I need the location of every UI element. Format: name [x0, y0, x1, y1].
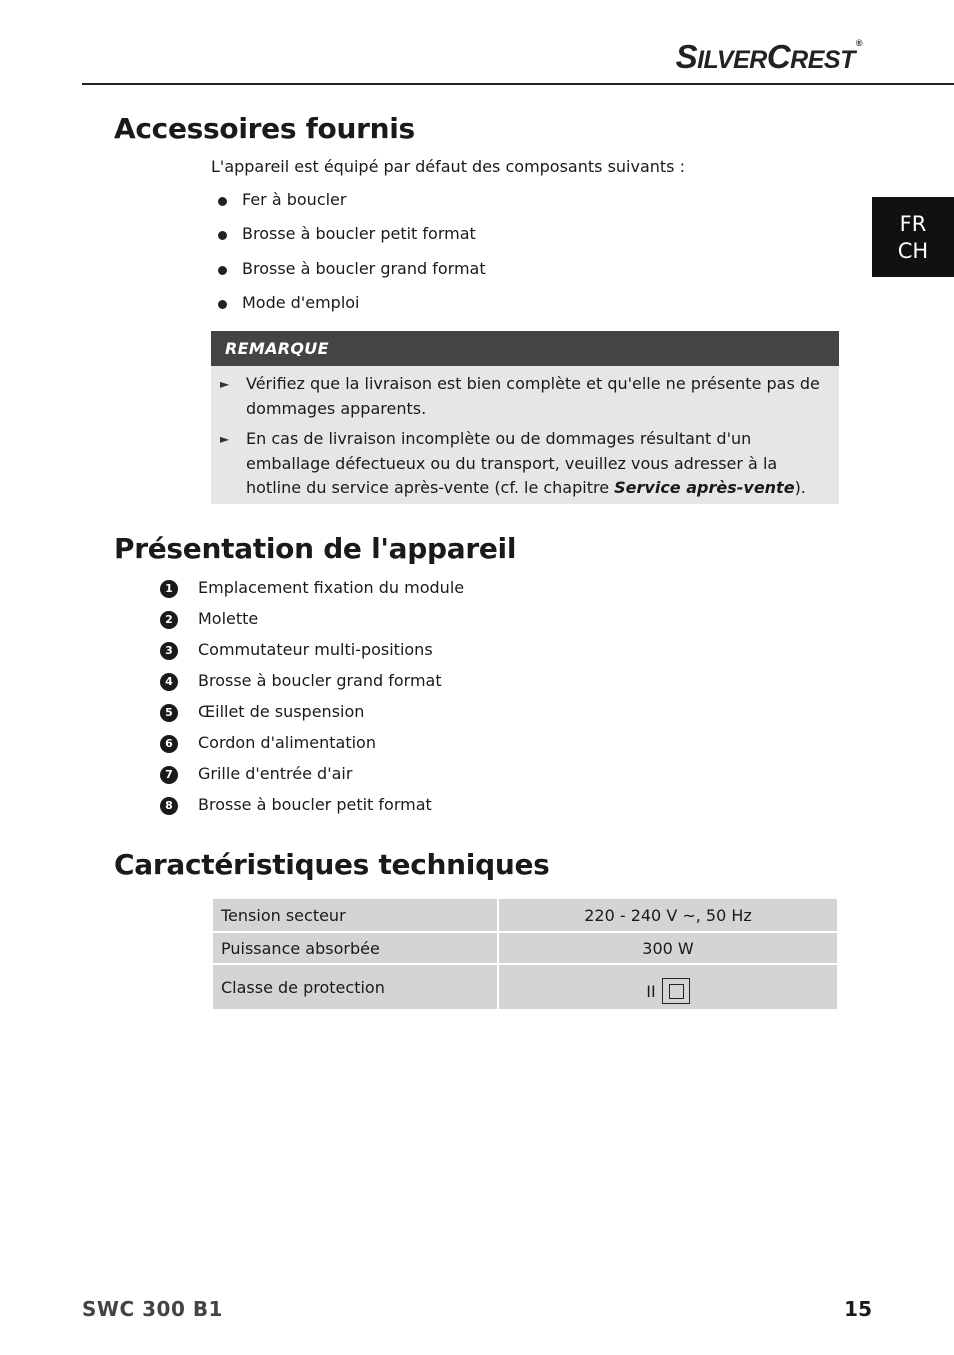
list-item: 6 Cordon d'alimentation	[160, 733, 464, 764]
number-badge: 3	[160, 642, 178, 660]
bullet-icon	[218, 231, 227, 240]
number-badge: 2	[160, 611, 178, 629]
list-item: Brosse à boucler grand format	[218, 259, 486, 293]
list-item: 5 Œillet de suspension	[160, 702, 464, 733]
class-ii-double-square-icon	[662, 978, 690, 1004]
chapter-reference: Service après-vente	[614, 478, 795, 497]
arrow-right-icon: ►	[220, 377, 230, 391]
number-badge: 8	[160, 797, 178, 815]
table-cell-label: Tension secteur	[213, 899, 497, 931]
number-badge: 6	[160, 735, 178, 753]
table-row	[213, 965, 837, 1009]
presentation-title: Présentation de l'appareil	[114, 532, 517, 565]
language-ch: CH	[897, 239, 929, 263]
specs-title: Caractéristiques techniques	[114, 848, 550, 881]
list-item: 3 Commutateur multi-positions	[160, 640, 464, 671]
specs-table	[211, 897, 839, 1011]
list-item: 8 Brosse à boucler petit format	[160, 795, 464, 826]
header-rule	[82, 83, 954, 85]
table-row	[213, 899, 837, 931]
bullet-icon	[218, 197, 227, 206]
list-item: Mode d'emploi	[218, 293, 486, 327]
brand-logo: SILVERCREST®	[675, 38, 862, 75]
parts-list	[160, 578, 464, 826]
note-heading: REMARQUE	[211, 331, 839, 366]
arrow-right-icon: ►	[220, 432, 230, 446]
accessories-list	[218, 190, 486, 327]
language-tab	[872, 197, 954, 277]
table-cell-value	[499, 965, 837, 1009]
table-cell-value: 220 - 240 V ~, 50 Hz	[499, 899, 837, 931]
table-row	[213, 933, 837, 963]
list-item: 4 Brosse à boucler grand format	[160, 671, 464, 702]
note-box: REMARQUE ► Vérifiez que la livraison est bien complète et qu'elle ne présente pas de dommages apparents. ► En cas de livraison incomplète ou de dommages résultant d'un emballage défectueux ou du transport, veuillez vous adresser à la hotline du service après-vente (cf. le chapitre Service après-vente).	[211, 331, 839, 504]
list-item: Fer à boucler	[218, 190, 486, 224]
number-badge: 4	[160, 673, 178, 691]
table-cell-label: Puissance absorbée	[213, 933, 497, 963]
bullet-icon	[218, 300, 227, 309]
bullet-icon	[218, 266, 227, 275]
page-number: 15	[844, 1297, 872, 1321]
table-cell-value: 300 W	[499, 933, 837, 963]
protection-class: II	[646, 978, 689, 1004]
language-fr: FR	[899, 212, 927, 236]
list-item: Brosse à boucler petit format	[218, 224, 486, 258]
number-badge: 1	[160, 580, 178, 598]
accessories-title: Accessoires fournis	[114, 112, 415, 145]
list-item: 1 Emplacement fixation du module	[160, 578, 464, 609]
table-cell-label: Classe de protection	[213, 965, 497, 1009]
number-badge: 7	[160, 766, 178, 784]
list-item: 7 Grille d'entrée d'air	[160, 764, 464, 795]
list-item: 2 Molette	[160, 609, 464, 640]
model-number: SWC 300 B1	[82, 1297, 223, 1321]
number-badge: 5	[160, 704, 178, 722]
accessories-intro: L'appareil est équipé par défaut des composants suivants :	[211, 157, 685, 176]
